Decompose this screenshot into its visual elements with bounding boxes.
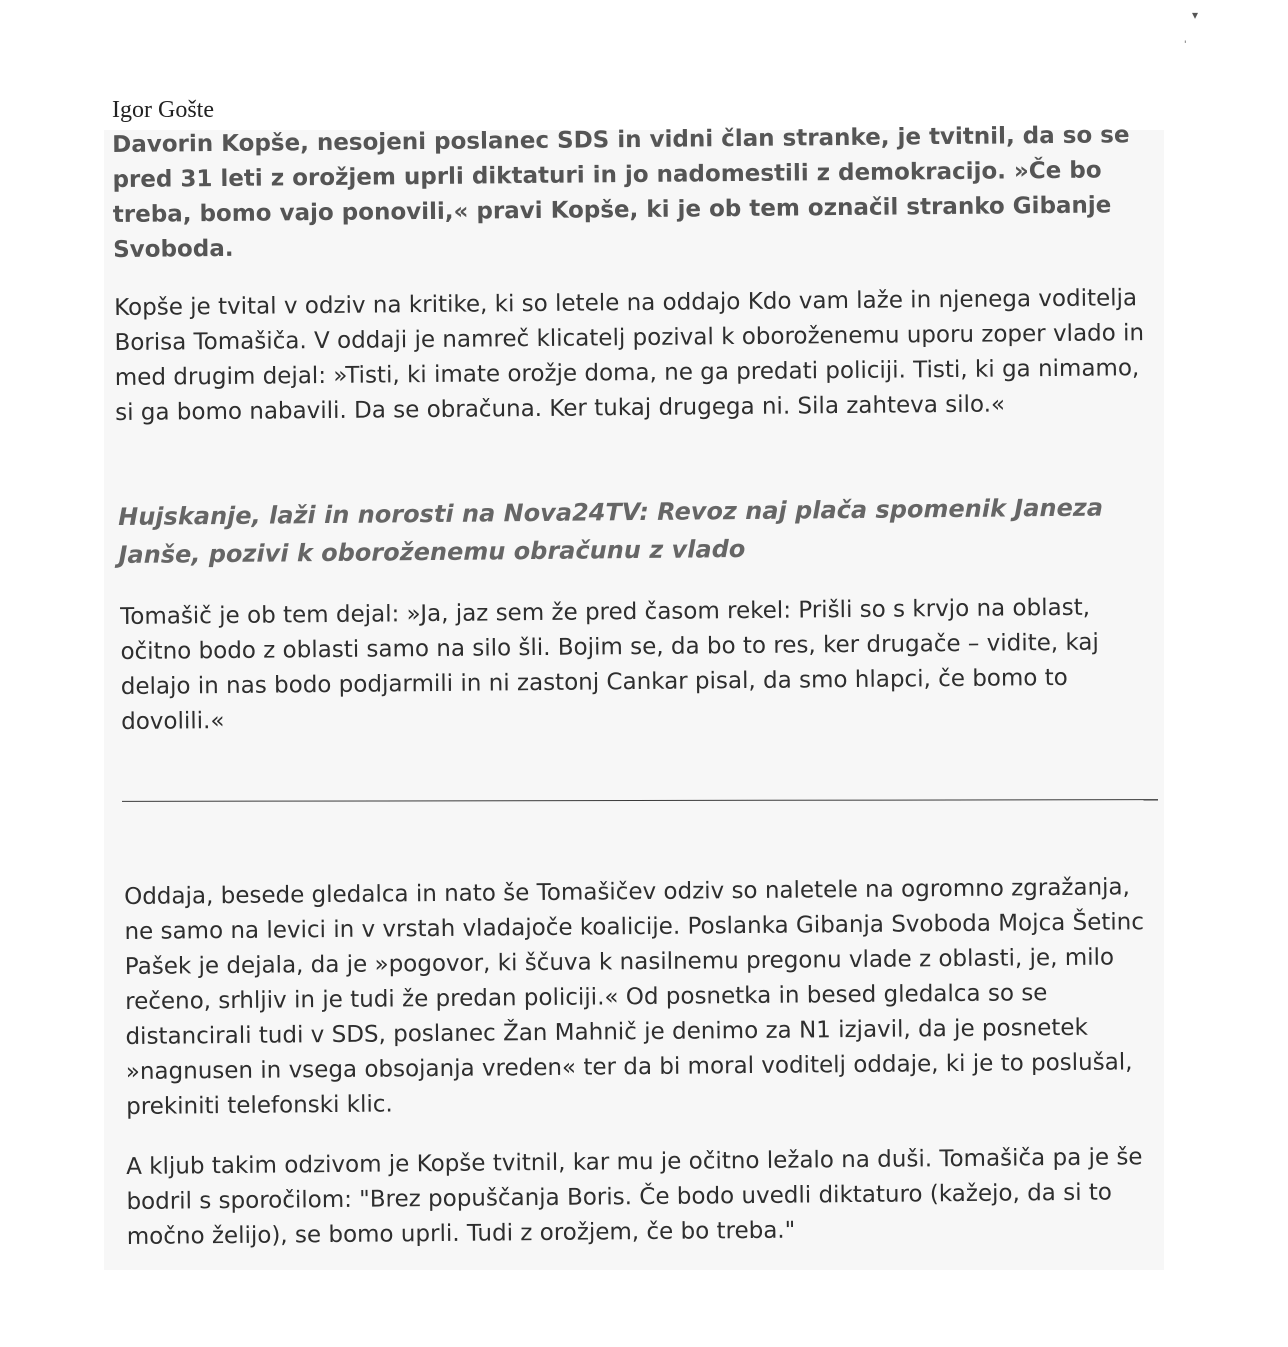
article-lead: Davorin Kopše, nesojeni poslanec SDS in vidni član stranke, je tvitnil, da so se pred 31 leti z orožjem uprli diktaturi in jo nadomestili z demokracijo. »Če bo treba, bomo vajo ponovili,« pravi Kopše, ki je ob tem označil stranko Gibanje Svoboda.: [112, 122, 1130, 263]
scan-speck: ': [1184, 40, 1187, 50]
paragraph-2: Tomašič je ob tem dejal: »Ja, jaz sem že pred časom rekel: Prišli so s krvjo na oblast, očitno bodo z oblasti samo na silo šli. Bojim se, da bo to res, ker drugače – vidite, kaj delajo in nas bodo podjarmili in ni zastonj Cankar pisal, da smo hlapci, če bomo to dovolili.«: [120, 594, 1099, 735]
paragraph-3: Oddaja, besede gledalca in nato še Tomašičev odziv so naletele na ogromno zgražanja, ne samo na levici in v vrstah vladajoče koalicije. Poslanka Gibanja Svoboda Mojca Šetinc Pašek je dejala, da je »pogovor, ki ščuva k nasilnemu pregonu vlade z oblasti, je, milo rečeno, srhljiv in je tudi že predan policiji.« Od posnetka in besed gledalca so se distancirali tudi v SDS, poslanec Žan Mahnič je denimo za N1 izjavil, da je posnetek »nagnusen in vsega obsojanja vreden« ter da bi moral voditelj oddaje, ki je to poslušal, prekiniti telefonski klic.: [124, 874, 1145, 1120]
related-article-link[interactable]: Hujskanje, laži in norosti na Nova24TV: Revoz naj plača spomenik Janeza Janše, pozivi k oboroženemu obračunu z vlado: [118, 493, 1104, 569]
paragraph-4: A kljub takim odzivom je Kopše tvitnil, kar mu je očitno ležalo na duši. Tomašiča pa je še bodril s sporočilom: "Brez popuščanja Boris. Če bodo uvedli diktaturo (kažejo, da si to močno želijo), se bomo uprli. Tudi z orožjem, če bo treba.": [126, 1144, 1143, 1250]
article: [112, 96, 1152, 1250]
paragraph-1: Kopše je tvital v odziv na kritike, ki so letele na oddajo Kdo vam laže in njenega voditelja Borisa Tomašiča. V oddaji je namreč klicatelj pozival k oboroženemu uporu zoper vlado in med drugim dejal: »Tisti, ki imate orožje doma, ne ga predati policiji. Tisti, ki ga nimamo, si ga bomo nabavili. Da se obračuna. Ker tukaj drugega ni. Sila zahteva silo.«: [114, 285, 1145, 426]
scan-speck: ▾: [1192, 8, 1199, 22]
author-name: Igor Gošte: [112, 97, 214, 123]
